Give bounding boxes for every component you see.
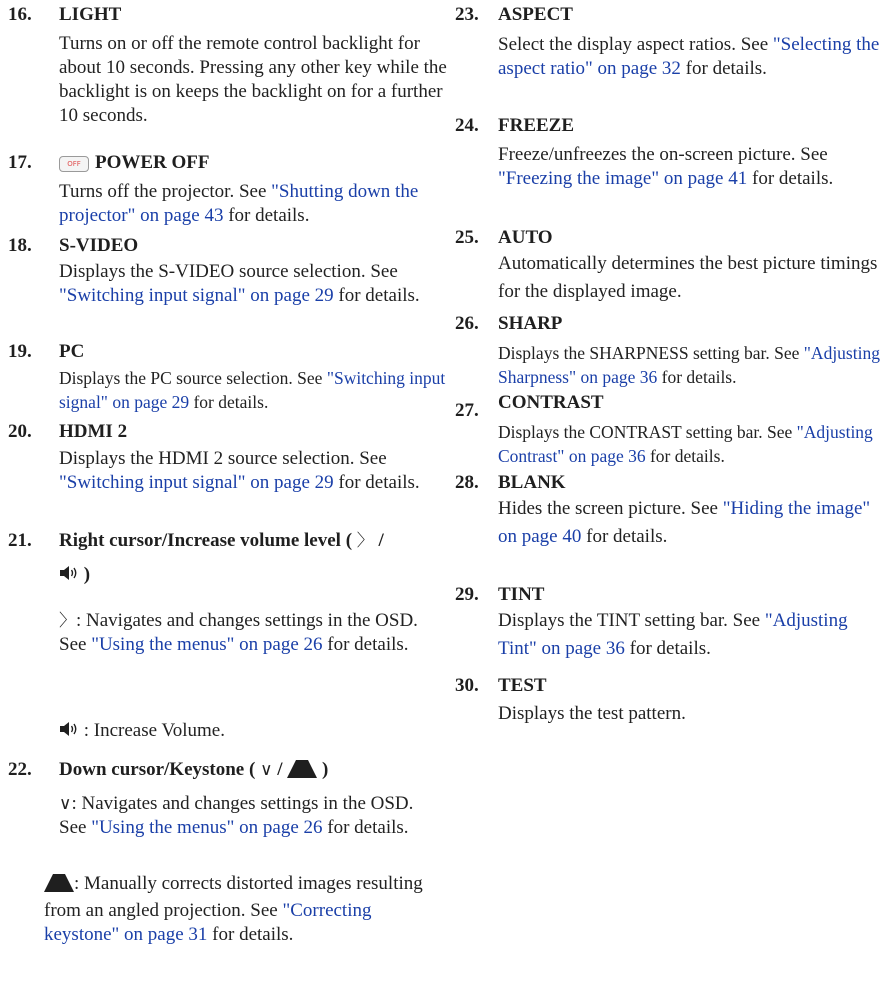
item-number: 25.: [455, 227, 479, 248]
item-title: ASPECT: [498, 4, 573, 25]
item-description: [498, 143, 883, 191]
cross-reference-link[interactable]: "Adjusting Tint" on page 36: [498, 610, 848, 659]
item-description: [498, 420, 888, 468]
description-text: for details.: [645, 446, 725, 466]
item-title: LIGHT: [59, 4, 122, 25]
item-title: CONTRAST: [498, 392, 604, 413]
cross-reference-link[interactable]: "Switching input signal" on page 29: [59, 472, 334, 493]
description-text: for details.: [207, 924, 294, 945]
item-number: 27.: [455, 400, 479, 421]
item-title: AUTO: [498, 227, 553, 248]
cross-reference-link[interactable]: "Hiding the image" on page 40: [498, 498, 871, 547]
sub-description-keystone: [44, 872, 444, 947]
description-text: Displays the PC source selection. See: [59, 368, 327, 388]
description-text: : Manually corrects distorted images resulting from an angled projection. See: [44, 873, 423, 921]
item-number: 17.: [8, 152, 32, 173]
chevron-right-icon: 〉: [356, 531, 374, 551]
item-number: 30.: [455, 675, 479, 696]
item-number: 24.: [455, 115, 479, 136]
item-title: [59, 757, 328, 786]
description-text: Hides the screen picture. See: [498, 498, 723, 519]
item-description: Automatically determines the best picture timings for the displayed image.: [498, 253, 878, 302]
item-description: Displays the test pattern.: [498, 703, 686, 724]
item-title: [59, 528, 384, 554]
item-number: 23.: [455, 4, 479, 25]
item-number: 20.: [8, 421, 32, 442]
description-text: Displays the SHARPNESS setting bar. See: [498, 343, 804, 363]
cross-reference-link[interactable]: "Adjusting Sharpness" on page 36: [498, 343, 880, 387]
item-number: 16.: [8, 4, 32, 25]
description-text: for details.: [333, 285, 420, 306]
cross-reference-link[interactable]: "Using the menus" on page 26: [91, 817, 323, 838]
keystone-icon: [287, 760, 317, 786]
description-text: for details.: [680, 58, 767, 79]
keystone-icon: [44, 874, 74, 899]
item-title-continued: [59, 562, 90, 589]
cross-reference-link[interactable]: "Correcting keystone" on page 31: [44, 900, 372, 945]
item-title: SHARP: [498, 313, 563, 334]
item-number: 26.: [455, 313, 479, 334]
description-text: for details.: [747, 168, 834, 189]
item-number: 22.: [8, 759, 32, 780]
title-separator: /: [378, 530, 384, 551]
title-paren: ): [83, 564, 91, 585]
chevron-right-icon: 〉: [59, 611, 76, 631]
chevron-down-icon: ∨: [260, 760, 273, 780]
cross-reference-link[interactable]: "Adjusting Contrast" on page 36: [498, 422, 873, 466]
description-text: Displays the CONTRAST setting bar. See: [498, 422, 797, 442]
item-number: 18.: [8, 235, 32, 256]
description-text: Freeze/unfreezes the on-screen picture. See: [498, 144, 828, 165]
title-separator: /: [277, 759, 283, 780]
power-off-button-icon: OFF: [59, 156, 89, 172]
description-text: Displays the S-VIDEO source selection. See: [59, 261, 398, 282]
item-description: [498, 495, 888, 551]
item-description: [498, 607, 888, 663]
item-description: [59, 447, 447, 495]
description-text: Displays the HDMI 2 source selection. See: [59, 448, 387, 469]
description-text: for details.: [322, 634, 409, 655]
description-text: for details.: [657, 367, 737, 387]
description-text: Turns off the projector. See: [59, 181, 272, 202]
item-title: S-VIDEO: [59, 235, 139, 256]
description-text: for details.: [624, 638, 711, 659]
item-title: BLANK: [498, 472, 566, 493]
item-title: TINT: [498, 584, 545, 605]
item-title-text: POWER OFF: [95, 152, 210, 173]
item-title: [59, 150, 210, 176]
volume-up-icon: [59, 563, 79, 589]
item-number: 19.: [8, 341, 32, 362]
item-title-text: Down cursor/Keystone (: [59, 759, 256, 780]
title-paren: ): [322, 759, 329, 780]
item-description: [498, 33, 883, 81]
item-description: [59, 260, 444, 308]
description-text: Displays the TINT setting bar. See: [498, 610, 765, 631]
item-number: 28.: [455, 472, 479, 493]
item-title-text: Right cursor/Increase volume level (: [59, 530, 353, 551]
item-number: 21.: [8, 530, 32, 551]
description-text: : Navigates and changes settings in the OSD. See: [59, 793, 414, 838]
description-text: for details.: [322, 817, 409, 838]
cross-reference-link[interactable]: "Switching input signal" on page 29: [59, 285, 334, 306]
item-number: 29.: [455, 584, 479, 605]
description-text: for details.: [581, 526, 668, 547]
sub-description-volume: [59, 719, 444, 744]
cross-reference-link[interactable]: "Switching input signal" on page 29: [59, 368, 446, 412]
item-title: FREEZE: [498, 115, 575, 136]
item-title: TEST: [498, 675, 547, 696]
sub-description-right: [59, 609, 444, 657]
description-text: : Increase Volume.: [83, 720, 225, 741]
chevron-down-icon: ∨: [59, 794, 72, 814]
cross-reference-link[interactable]: "Shutting down the projector" on page 43: [59, 181, 419, 226]
sub-description-down: [59, 792, 444, 840]
item-description: Turns on or off the remote control backlight for about 10 seconds. Pressing any other key while the backlight is on keeps the backlight on for a further 10 seconds.: [59, 33, 447, 126]
item-title: HDMI 2: [59, 421, 128, 442]
cross-reference-link[interactable]: "Freezing the image" on page 41: [498, 168, 748, 189]
cross-reference-link[interactable]: "Using the menus" on page 26: [91, 634, 323, 655]
item-description: [59, 366, 449, 414]
description-text: for details.: [223, 205, 310, 226]
description-text: : Navigates and changes settings in the OSD. See: [59, 610, 418, 655]
volume-up-icon: [59, 720, 79, 744]
item-title: PC: [59, 341, 85, 362]
description-text: for details.: [333, 472, 420, 493]
description-text: for details.: [189, 392, 269, 412]
item-description: [59, 180, 449, 228]
cross-reference-link[interactable]: "Selecting the aspect ratio" on page 32: [498, 34, 880, 79]
description-text: Select the display aspect ratios. See: [498, 34, 773, 55]
item-description: [498, 341, 888, 389]
